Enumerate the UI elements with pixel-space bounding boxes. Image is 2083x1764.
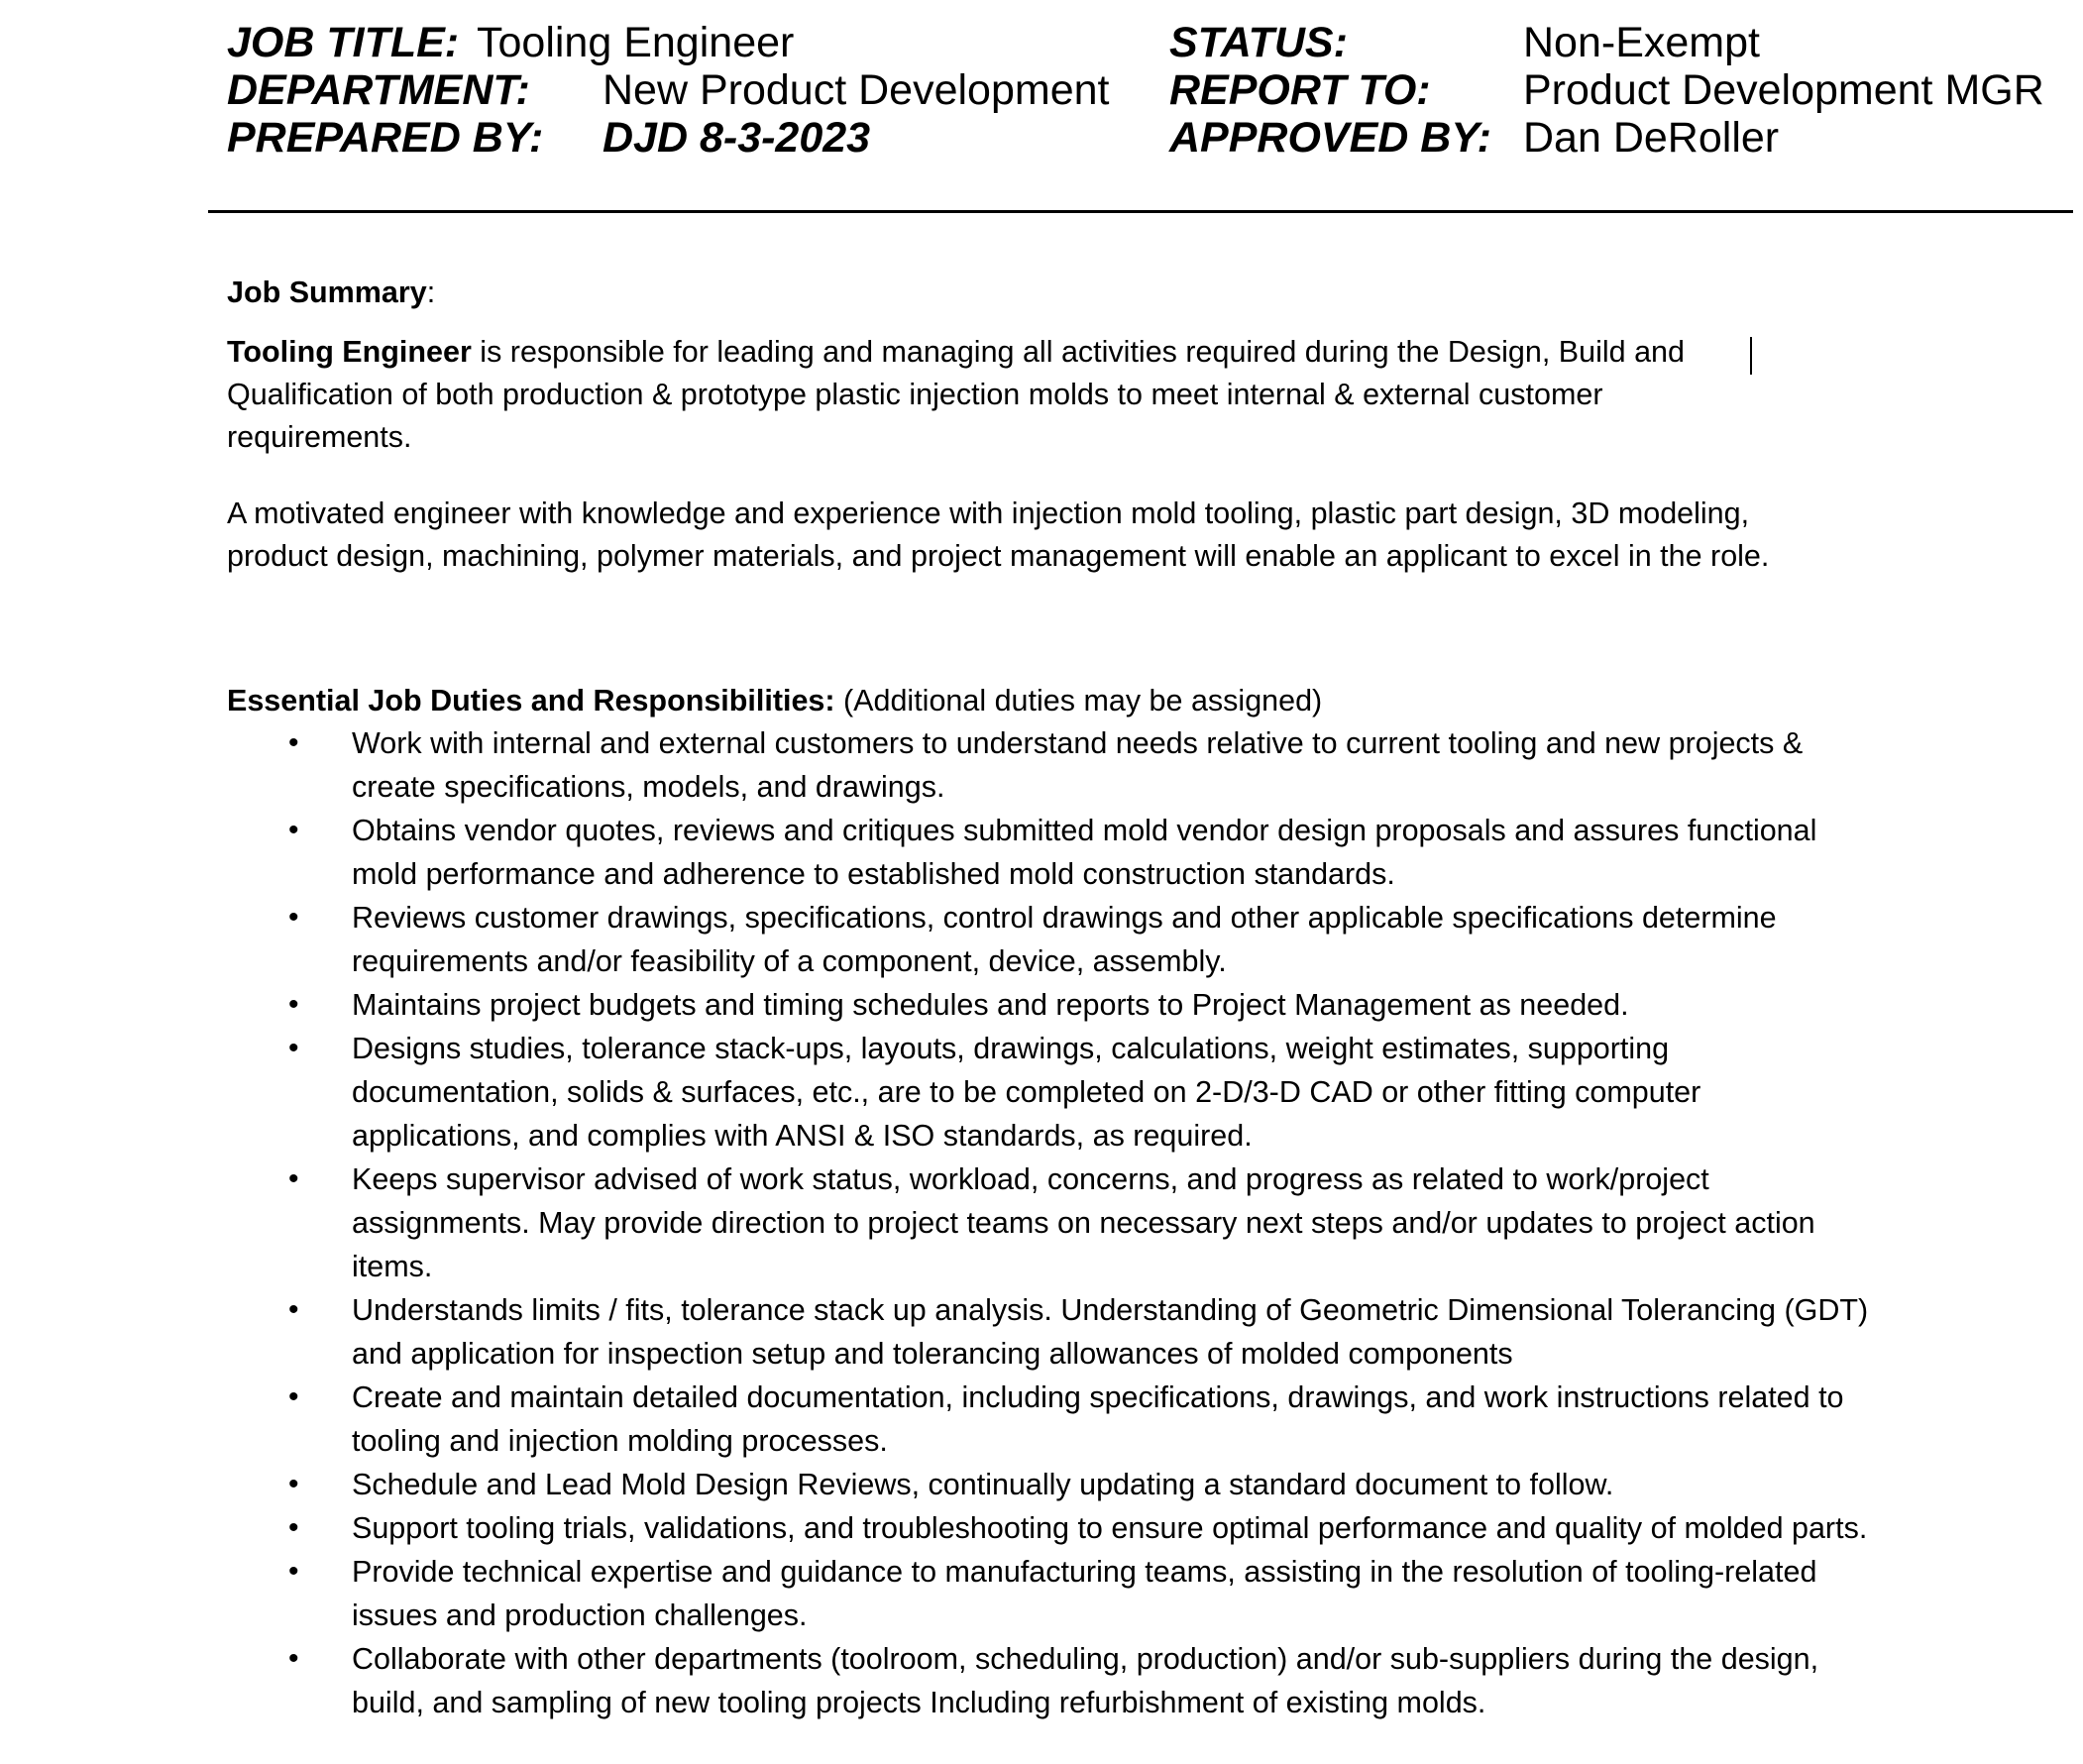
job-title-value: Tooling Engineer <box>477 19 795 66</box>
report-to-label: REPORT TO: <box>1169 66 1431 114</box>
list-item-text: Provide technical expertise and guidance to manufacturing teams, assisting in the resolution of tooling-related issues and production challenges. <box>352 1555 1817 1632</box>
report-to-value: Product Development MGR <box>1523 66 2044 114</box>
bullet: • <box>288 1555 299 1588</box>
bullet: • <box>288 1468 299 1500</box>
list-item <box>227 1288 1872 1376</box>
list-item-text: Support tooling trials, validations, and troubleshooting to ensure optimal performance and quality of molded parts. <box>352 1511 1868 1545</box>
list-item <box>227 1550 1872 1637</box>
list-item-text: Keeps supervisor advised of work status, workload, concerns, and progress as related to work/project assignments. May provide direction to project teams on necessary next steps and/or updates to project action items. <box>352 1162 1815 1283</box>
list-item <box>227 1637 1872 1724</box>
bullet: • <box>288 1293 299 1326</box>
bullet: • <box>288 1032 299 1064</box>
bullet: • <box>288 1642 299 1675</box>
approved-by-value: Dan DeRoller <box>1523 114 1780 162</box>
list-item <box>227 983 1872 1027</box>
prepared-by-value: DJD 8-3-2023 <box>603 114 871 162</box>
list-item-text: Designs studies, tolerance stack-ups, layouts, drawings, calculations, weight estimates, supporting documentation, solids & surfaces, etc., are to be completed on 2-D/3-D CAD or other fitting computer applications, and complies with ANSI & ISO standards, as required. <box>352 1032 1701 1153</box>
department-label: DEPARTMENT: <box>227 66 530 114</box>
list-item <box>227 1376 1872 1463</box>
job-summary-heading-colon: : <box>426 276 436 309</box>
bullet: • <box>288 1162 299 1195</box>
list-item-text: Obtains vendor quotes, reviews and critiques submitted mold vendor design proposals and assures functional mold performance and adherence to established mold construction standards. <box>352 814 1817 891</box>
job-summary-paragraph-1 <box>227 331 1743 459</box>
header-divider <box>208 210 2073 213</box>
list-item-text: Schedule and Lead Mold Design Reviews, continually updating a standard document to follow. <box>352 1468 1614 1501</box>
duties-list <box>227 721 1872 1724</box>
job-summary-heading <box>227 272 1852 314</box>
list-item <box>227 809 1872 896</box>
list-item <box>227 1463 1872 1506</box>
list-item-text: Create and maintain detailed documentation, including specifications, drawings, and work instructions related to tooling and injection molding processes. <box>352 1380 1844 1458</box>
bullet: • <box>288 988 299 1021</box>
duties-heading <box>227 680 1852 722</box>
job-summary-role-name: Tooling Engineer <box>227 335 472 369</box>
bullet: • <box>288 726 299 759</box>
list-item <box>227 1506 1872 1550</box>
department-value: New Product Development <box>603 66 1110 114</box>
list-item <box>227 1027 1872 1158</box>
bullet: • <box>288 901 299 934</box>
list-item <box>227 1158 1872 1288</box>
job-summary-p1-text: is responsible for leading and managing all activities required during the Design, Build and Qualification of both production & prototype plastic injection molds to meet internal & external customer requirements. <box>227 335 1685 454</box>
approved-by-label: APPROVED BY: <box>1169 114 1491 162</box>
status-value: Non-Exempt <box>1523 19 1760 66</box>
list-item-text: Understands limits / fits, tolerance stack up analysis. Understanding of Geometric Dimensional Tolerancing (GDT) and application for inspection setup and tolerancing allowances of molded components <box>352 1293 1869 1371</box>
list-item <box>227 896 1872 983</box>
status-label: STATUS: <box>1169 19 1348 66</box>
job-summary-paragraph-2: A motivated engineer with knowledge and experience with injection mold tooling, plastic part design, 3D modeling, product design, machining, polymer materials, and project management will enable an applicant to excel in the role. <box>227 496 1770 573</box>
list-item-text: Work with internal and external customers to understand needs relative to current tooling and new projects & create specifications, models, and drawings. <box>352 726 1804 804</box>
list-item-text: Reviews customer drawings, specifications, control drawings and other applicable specifications determine requirements and/or feasibility of a component, device, assembly. <box>352 901 1777 978</box>
prepared-by-label: PREPARED BY: <box>227 114 544 162</box>
job-title-label: JOB TITLE: <box>227 19 460 66</box>
job-summary-heading-text: Job Summary <box>227 276 427 309</box>
bullet: • <box>288 1380 299 1413</box>
duties-heading-text: Essential Job Duties and Responsibilities: <box>227 684 835 717</box>
list-item <box>227 721 1872 809</box>
bullet: • <box>288 1511 299 1544</box>
bullet: • <box>288 814 299 846</box>
duties-heading-note: (Additional duties may be assigned) <box>834 684 1323 717</box>
list-item-text: Collaborate with other departments (toolroom, scheduling, production) and/or sub-suppliers during the design, build, and sampling of new tooling projects Including refurbishment of existing molds. <box>352 1642 1819 1719</box>
list-item-text: Maintains project budgets and timing schedules and reports to Project Management as needed. <box>352 988 1629 1022</box>
text-cursor <box>1750 337 1752 375</box>
